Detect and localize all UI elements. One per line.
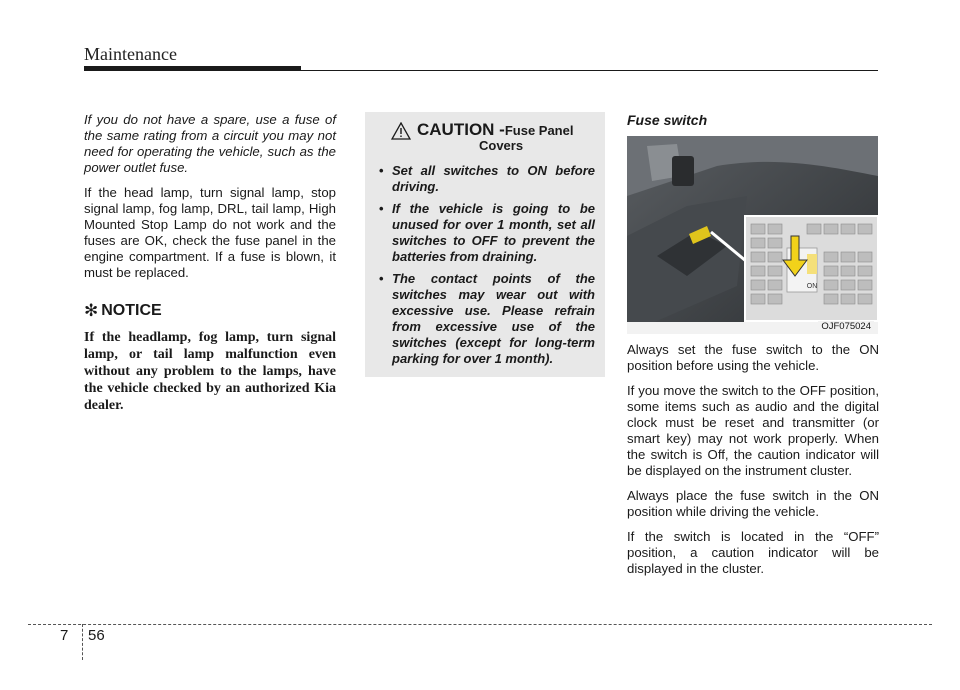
header-title: Maintenance — [84, 44, 177, 64]
fuse-paragraph: Always place the fuse switch in the ON position while driving the vehicle. — [627, 488, 879, 519]
fuse-paragraph: If the switch is located in the “OFF” position, a caution indicator will be displayed in the cluster. — [627, 529, 879, 576]
star-cross-icon: ✻ — [84, 301, 99, 320]
caution-list — [379, 163, 595, 367]
caution-title — [417, 120, 573, 140]
section-title: Fuse switch — [627, 112, 708, 128]
lamp-paragraph: If the head lamp, turn signal lamp, stop signal lamp, fog lamp, DRL, tail lamp, High Mounted Stop Lamp do not work and the fuses are OK, check the fuse panel in the engine compartment. If a fuse is blown, it must be replaced. — [84, 185, 336, 280]
caution-box — [365, 112, 605, 377]
caution-item: • The contact points of the switches may wear out with excessive use. Please refrain from excessive use of the switches (except for long-term parking for over 1 month). — [379, 271, 595, 367]
image-caption: OJF075024 — [818, 321, 874, 332]
notice-body: If the headlamp, fog lamp, turn signal lamp, or tail lamp malfunction even without any problem to the lamps, have the vehicle checked by an authorized Kia dealer. — [84, 330, 336, 413]
caution-topic-line2: Covers — [479, 138, 524, 153]
right-column — [627, 112, 879, 586]
footer-divider — [82, 624, 83, 660]
caution-header — [379, 120, 595, 140]
fuse-switch-photo — [627, 136, 878, 334]
header-rule — [84, 70, 878, 71]
footer-rule — [28, 624, 932, 625]
left-column — [84, 112, 336, 414]
caution-word: CAUTION - — [417, 120, 505, 139]
fuse-paragraph: Always set the fuse switch to the ON position before using the vehicle. — [627, 342, 879, 373]
notice-heading — [84, 301, 336, 321]
caution-item: • If the vehicle is going to be unused for over 1 month, set all switches to OFF to prevent the batteries from draining. — [379, 201, 595, 265]
warning-triangle-icon — [391, 122, 411, 140]
caution-topic-line1: Fuse Panel — [504, 123, 574, 138]
notice-title: NOTICE — [101, 302, 162, 319]
chapter-number: 7 — [60, 627, 69, 644]
on-label: ON — [806, 283, 818, 290]
caution-item: • Set all switches to ON before driving. — [379, 163, 595, 195]
fuse-panel-illustration — [627, 136, 878, 334]
spare-fuse-note: If you do not have a spare, use a fuse of the same rating from a circuit you may not need for operating the vehicle, such as the power outlet fuse. — [84, 112, 336, 175]
page-number: 56 — [88, 627, 105, 644]
fuse-paragraph: If you move the switch to the OFF position, some items such as audio and the digital clock must be reset and transmitter (or smart key) may not work properly. When the switch is Off, the caution indicator will be displayed on the instrument cluster. — [627, 383, 879, 478]
